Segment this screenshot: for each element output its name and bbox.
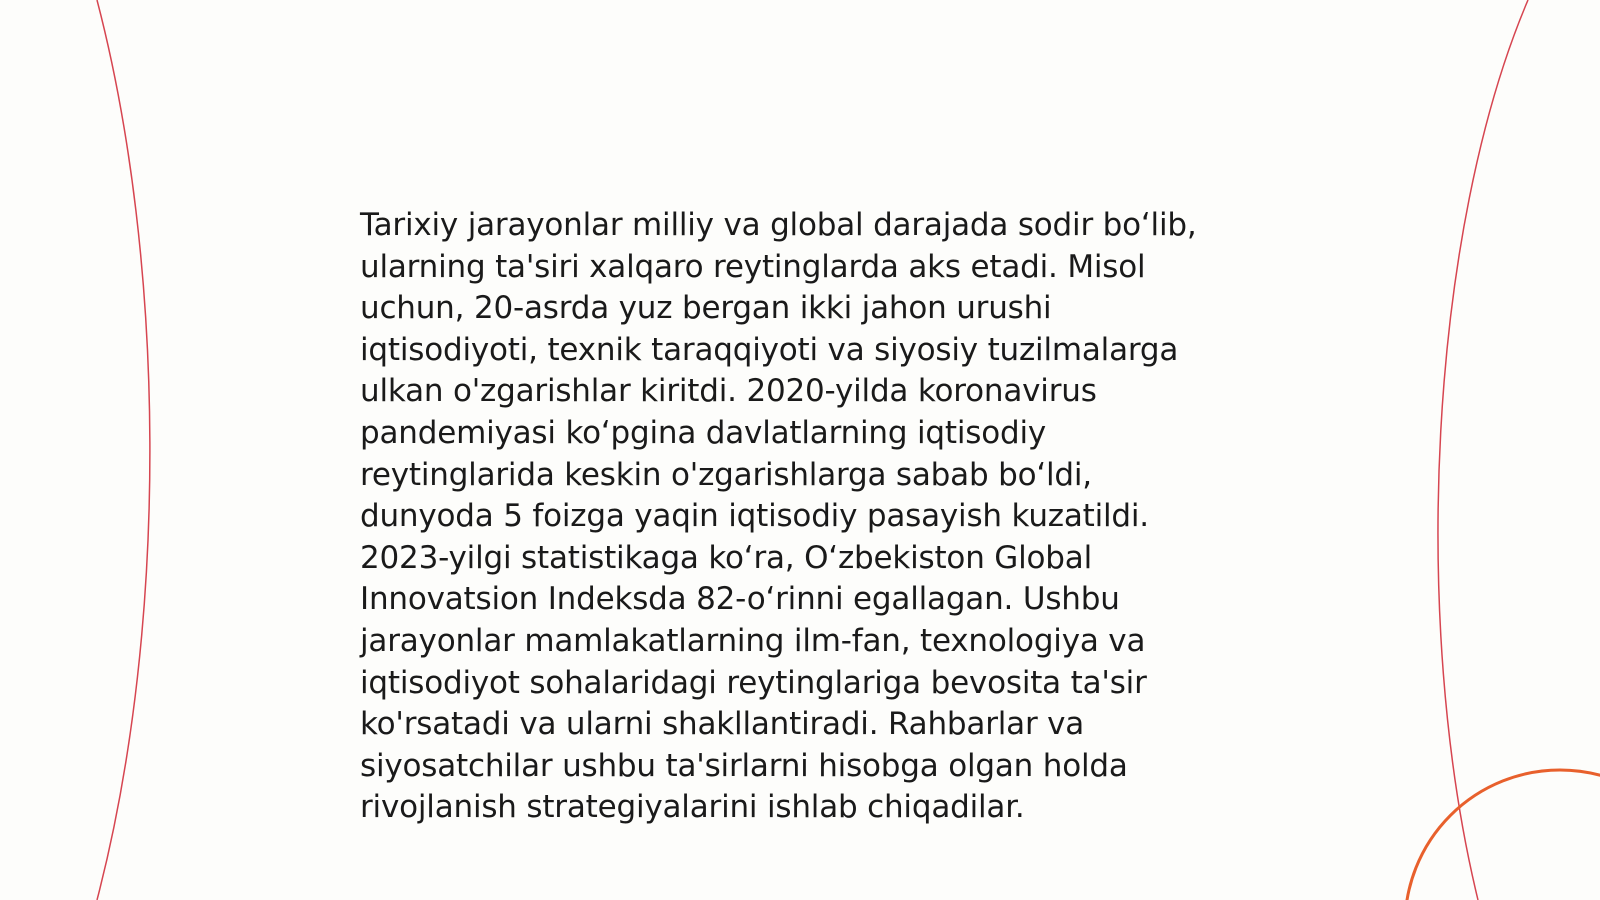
paragraph-line: pandemiyasi ko‘pgina davlatlarning iqtisodiy	[360, 414, 1047, 451]
paragraph-line: iqtisodiyot sohalaridagi reytinglariga bevosita ta'sir	[360, 664, 1147, 701]
paragraph-line: ularning ta'siri xalqaro reytinglarda aks etadi. Misol	[360, 248, 1146, 285]
paragraph-line: rivojlanish strategiyalarini ishlab chiqadilar.	[360, 789, 1025, 826]
paragraph-line: reytinglarida keskin o'zgarishlarga sabab bo‘ldi,	[360, 456, 1092, 493]
accent-arc	[1405, 770, 1600, 900]
right-curve-line	[1438, 0, 1528, 900]
paragraph-line: iqtisodiyoti, texnik taraqqiyoti va siyosiy tuzilmalarga	[360, 331, 1179, 368]
left-curve-line	[97, 0, 150, 900]
body-paragraph	[360, 205, 1260, 829]
paragraph-line: dunyoda 5 foizga yaqin iqtisodiy pasayish kuzatildi.	[360, 498, 1149, 535]
paragraph-line: Tarixiy jarayonlar milliy va global darajada sodir bo‘lib,	[360, 207, 1197, 243]
paragraph-line: Innovatsion Indeksda 82-o‘rinni egallagan. Ushbu	[360, 581, 1120, 618]
paragraph-line: siyosatchilar ushbu ta'sirlarni hisobga olgan holda	[360, 747, 1128, 784]
paragraph-line: uchun, 20-asrda yuz bergan ikki jahon urushi	[360, 290, 1052, 327]
paragraph-line: jarayonlar mamlakatlarning ilm-fan, texnologiya va	[360, 622, 1146, 659]
paragraph-line: ulkan o'zgarishlar kiritdi. 2020-yilda koronavirus	[360, 373, 1097, 410]
paragraph-line: ko'rsatadi va ularni shakllantiradi. Rahbarlar va	[360, 706, 1085, 743]
paragraph-line: 2023-yilgi statistikaga ko‘ra, O‘zbekiston Global	[360, 539, 1092, 576]
